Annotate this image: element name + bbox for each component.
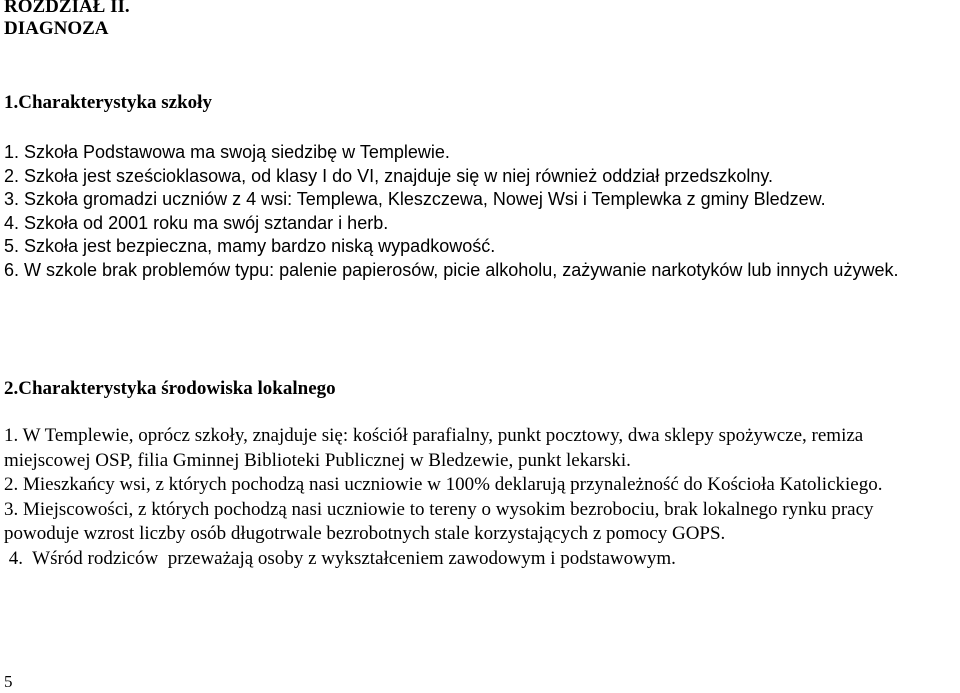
paragraph-line: 2. Mieszkańcy wsi, z których pochodzą nasi uczniowie w 100% deklarują przynależność do Kościoła Katolickiego. bbox=[4, 474, 883, 495]
page-number: 5 bbox=[4, 672, 13, 691]
paragraph-line: 4. Wśród rodziców przeważają osoby z wykształceniem zawodowym i podstawowym. bbox=[4, 547, 676, 569]
section1-list bbox=[4, 141, 898, 282]
paragraph-line: powoduje wzrost liczby osób długotrwale bezrobotnych stale korzystających z pomocy GOPS. bbox=[4, 523, 726, 544]
paragraph-line: 1. W Templewie, oprócz szkoły, znajduje się: kościół parafialny, punkt pocztowy, dwa sklepy spożywcze, remiza bbox=[4, 425, 864, 446]
list-item: 6. W szkole brak problemów typu: palenie papierosów, picie alkoholu, zażywanie narkotyków lub innych używek. bbox=[4, 259, 899, 280]
chapter-number: ROZDZIAŁ II. bbox=[4, 0, 130, 17]
list-item: 4. Szkoła od 2001 roku ma swój sztandar i herb. bbox=[4, 212, 389, 233]
list-item: 1. Szkoła Podstawowa ma swoją siedzibę w Templewie. bbox=[4, 142, 450, 162]
section2-body bbox=[4, 424, 882, 571]
paragraph-line: 3. Miejscowości, z których pochodzą nasi uczniowie to tereny o wysokim bezrobociu, brak lokalnego rynku pracy bbox=[4, 498, 874, 520]
list-item: 5. Szkoła jest bezpieczna, mamy bardzo niską wypadkowość. bbox=[4, 236, 496, 256]
list-item: 2. Szkoła jest sześcioklasowa, od klasy I do VI, znajduje się w niej również oddział przedszkolny. bbox=[4, 165, 774, 186]
list-item: 3. Szkoła gromadzi uczniów z 4 wsi: Templewa, Kleszczewa, Nowej Wsi i Templewka z gminy Bledzew. bbox=[4, 189, 826, 209]
chapter-heading bbox=[4, 0, 130, 40]
chapter-title: DIAGNOZA bbox=[4, 18, 109, 39]
section2-heading: 2.Charakterystyka środowiska lokalnego bbox=[4, 378, 336, 399]
section1-heading: 1.Charakterystyka szkoły bbox=[4, 92, 212, 113]
paragraph-line: miejscowej OSP, filia Gminnej Biblioteki Publicznej w Bledzewie, punkt lekarski. bbox=[4, 449, 631, 471]
